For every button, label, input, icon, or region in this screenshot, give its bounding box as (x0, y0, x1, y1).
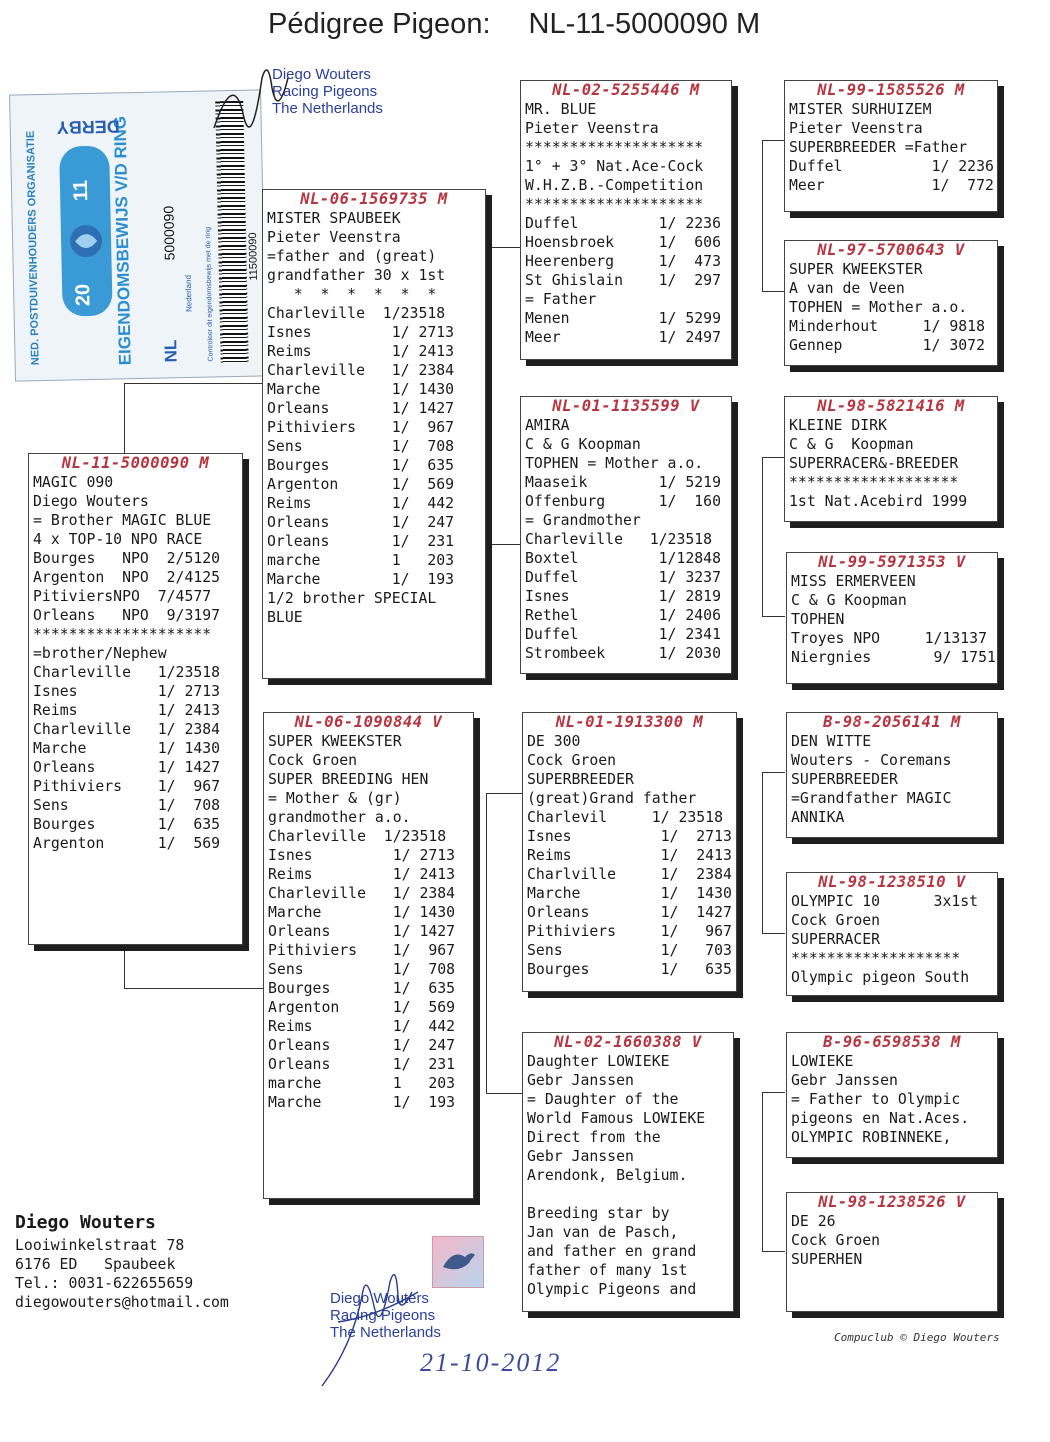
pedigree-line: Menen 1/ 5299 (525, 310, 721, 327)
pedigree-line: DE 26 (791, 1213, 836, 1230)
connector-mm-parents (762, 1092, 785, 1252)
pedigree-line: Jan van de Pasch, (527, 1224, 679, 1241)
pigeon-box-ggp-6 (786, 872, 998, 996)
pigeon-box-maternal-grandfather (522, 712, 737, 992)
ring-number: B-98-2056141 M (823, 713, 961, 731)
pedigree-line: Isnes 1/ 2713 (268, 847, 456, 864)
pedigree-line: OLYMPIC 10 3x1st (791, 893, 979, 910)
pedigree-line: Wouters - Coremans (791, 752, 952, 769)
ring-number: NL-06-1569735 M (300, 190, 448, 208)
pedigree-line: AMIRA (525, 417, 570, 434)
pedigree-line: Olympic pigeon South (791, 969, 970, 986)
pedigree-line: 1° + 3° Nat.Ace-Cock (525, 158, 704, 175)
owner-contact (15, 1210, 229, 1312)
pigeon-box-paternal-grandfather (520, 80, 732, 360)
pedigree-line: Charleville 1/ 2384 (33, 721, 221, 738)
pigeon-box-ggp-1 (784, 80, 998, 212)
owner-name: Diego Wouters (15, 1212, 156, 1233)
pedigree-line: Pithiviers 1/ 967 (33, 778, 221, 795)
pedigree-line: Pithiviers 1/ 967 (268, 942, 456, 959)
pedigree-line: SUPER KWEEKSTER (268, 733, 402, 750)
pedigree-line: C & G Koopman (789, 436, 914, 453)
pedigree-line: grandfather 30 x 1st (267, 267, 446, 284)
pedigree-line: =brother/Nephew (33, 645, 167, 662)
stamp-bottom-line-2: Racing Pigeons (330, 1307, 436, 1324)
pigeon-sticker (432, 1236, 484, 1288)
pedigree-line: Gebr Janssen (527, 1148, 634, 1165)
pedigree-line: LOWIEKE (791, 1053, 854, 1070)
card-org-text: NED. POSTDUIVENHOUDERS ORGANISATIE (24, 130, 42, 366)
ring-number: NL-98-5821416 M (817, 397, 965, 415)
pedigree-line: pigeons en Nat.Aces. (791, 1110, 970, 1127)
pedigree-line: St Ghislain 1/ 297 (525, 272, 721, 289)
pedigree-line: Bourges 1/ 635 (527, 961, 732, 978)
card-check-text: Controleer dit eigendomsbewijs met de ring (204, 226, 215, 362)
title-ring-number: NL-11-5000090 M (528, 8, 761, 40)
ring-number: NL-02-1660388 V (554, 1033, 702, 1051)
pedigree-line: DEN WITTE (791, 733, 872, 750)
pedigree-line: = Grandmother (525, 512, 641, 529)
pigeon-box-ggp-5 (786, 712, 998, 838)
pedigree-line: C & G Koopman (791, 592, 907, 609)
pedigree-line: Orleans 1/ 1427 (268, 923, 456, 940)
pedigree-line: MISS ERMERVEEN (791, 573, 916, 590)
pedigree-line: Bourges 1/ 635 (267, 457, 455, 474)
pigeon-box-ggp-8 (786, 1192, 998, 1312)
pigeon-box-father (262, 189, 486, 679)
pigeon-box-mother (263, 712, 474, 1199)
pedigree-line: Offenburg 1/ 160 (525, 493, 721, 510)
pedigree-line: Marche 1/ 1430 (267, 381, 455, 398)
pedigree-line: Argenton NPO 2/4125 (33, 569, 221, 586)
pedigree-line: Duffel 1/ 2236 (525, 215, 721, 232)
connector-mf-parents (762, 772, 785, 934)
pedigree-line: SUPER BREEDING HEN (268, 771, 429, 788)
pedigree-line: father of many 1st (527, 1262, 688, 1279)
card-year-a: 20 (72, 283, 95, 307)
pedigree-line: Niergnies 9/ 1751 (791, 649, 996, 666)
pedigree-line: = Daughter of the (527, 1091, 679, 1108)
pedigree-line: MR. BLUE (525, 101, 597, 118)
pedigree-line: A van de Veen (789, 280, 905, 297)
connector-mother-mm (486, 893, 522, 1094)
handwritten-date: 21-10-2012 (420, 1348, 562, 1377)
pedigree-line: Isnes 1/ 2713 (33, 683, 221, 700)
ring-number: B-96-6598538 M (823, 1033, 961, 1051)
pedigree-line: Reims 1/ 2413 (33, 702, 221, 719)
pedigree-line: 4 x TOP-10 NPO RACE (33, 531, 203, 548)
pedigree-line: SUPERRACER (791, 931, 881, 948)
pedigree-line: ******************** (525, 196, 704, 213)
connector-ff-parents (762, 140, 785, 292)
pedigree-line: MISTER SPAUBEEK (267, 210, 401, 227)
pedigree-line: (great)Grand father (527, 790, 697, 807)
pedigree-line: Orleans 1/ 231 (267, 533, 455, 550)
pedigree-line: TOPHEN = Mother a.o. (525, 455, 704, 472)
pedigree-line: Bourges 1/ 635 (33, 816, 221, 833)
pedigree-line: Orleans NPO 9/3197 (33, 607, 221, 624)
pedigree-line: Orleans 1/ 247 (267, 514, 455, 531)
card-derby: DERBY (56, 116, 120, 138)
pedigree-line: SUPERRACER&-BREEDER (789, 455, 959, 472)
pedigree-line: Meer 1/ 772 (789, 177, 994, 194)
pedigree-line: Charleville 1/23518 (267, 305, 446, 322)
pedigree-line: Orleans 1/ 247 (268, 1037, 456, 1054)
pedigree-line: MISTER SURHUIZEM (789, 101, 932, 118)
pedigree-line: 1st Nat.Acebird 1999 (789, 493, 968, 510)
ring-number: NL-98-1238526 V (818, 1193, 966, 1211)
pigeon-box-paternal-grandmother (520, 396, 732, 674)
pedigree-line: TOPHEN (791, 611, 845, 628)
card-barcode-text: 11500090 (246, 232, 260, 281)
ring-number: NL-02-5255446 M (552, 81, 700, 99)
pedigree-line: Reims 1/ 442 (268, 1018, 456, 1035)
pedigree-line: Breeding star by (527, 1205, 670, 1222)
pedigree-line: Argenton 1/ 569 (268, 999, 456, 1016)
pedigree-line: Minderhout 1/ 9818 (789, 318, 985, 335)
pedigree-line: Sens 1/ 703 (527, 942, 732, 959)
ring-number: NL-06-1090844 V (294, 713, 443, 731)
pedigree-line: Pieter Veenstra (267, 229, 401, 246)
pedigree-line: Sens 1/ 708 (268, 961, 456, 978)
ring-number: NL-01-1913300 M (555, 713, 704, 731)
pedigree-line: Troyes NPO 1/13137 (791, 630, 987, 647)
pedigree-line: marche 1 203 (267, 552, 455, 569)
stamp-bottom-line-3: The Netherlands (330, 1324, 441, 1341)
pedigree-line: Charlville 1/ 2384 (527, 866, 732, 883)
pedigree-line: Marche 1/ 193 (267, 571, 455, 588)
pedigree-line: Direct from the (527, 1129, 661, 1146)
pedigree-line: grandmother a.o. (268, 809, 411, 826)
pedigree-line: Cock Groen (268, 752, 358, 769)
pedigree-line: PitiviersNPO 7/4577 (33, 588, 212, 605)
connector-subject-mother (124, 948, 265, 989)
pedigree-line: Pithiviers 1/ 967 (267, 419, 455, 436)
pigeon-box-ggp-2 (784, 240, 998, 366)
pedigree-line: Charleville 1/23518 (268, 828, 447, 845)
pedigree-line: Charlevil 1/ 23518 (527, 809, 723, 826)
owner-postcode: 6176 ED Spaubeek (15, 1256, 176, 1273)
pedigree-line: W.H.Z.B.-Competition (525, 177, 704, 194)
pedigree-line: Marche 1/ 193 (268, 1094, 456, 1111)
pedigree-line: and father en grand (527, 1243, 697, 1260)
pedigree-line: Bourges 1/ 635 (268, 980, 456, 997)
pedigree-line: Isnes 1/ 2713 (267, 324, 455, 341)
pedigree-line: Meer 1/ 2497 (525, 329, 721, 346)
pedigree-line: SUPERHEN (791, 1251, 863, 1268)
connector-father-ff (486, 247, 522, 383)
pedigree-line: TOPHEN = Mother a.o. (789, 299, 968, 316)
pedigree-line: Sens 1/ 708 (267, 438, 455, 455)
card-country: NL (161, 339, 181, 363)
pedigree-line: Marche 1/ 1430 (33, 740, 221, 757)
owner-email: diegowouters@hotmail.com (15, 1294, 229, 1311)
pedigree-line: ******************** (33, 626, 212, 643)
ring-number: NL-97-5700643 V (817, 241, 965, 259)
pedigree-line: Hoensbroek 1/ 606 (525, 234, 721, 251)
ring-number: NL-99-1585526 M (817, 81, 965, 99)
pedigree-line: KLEINE DIRK (789, 417, 887, 434)
connector-subject-father (124, 383, 265, 456)
pedigree-line: ******************** (525, 139, 704, 156)
card-year-b: 11 (69, 179, 93, 202)
pedigree-line: Diego Wouters (33, 493, 149, 510)
pedigree-line: Charleville 1/ 2384 (267, 362, 455, 379)
pedigree-line: Marche 1/ 1430 (527, 885, 732, 902)
pedigree-line: OLYMPIC ROBINNEKE, (791, 1129, 952, 1146)
pedigree-line: marche 1 203 (268, 1075, 456, 1092)
pedigree-line: Argenton 1/ 569 (267, 476, 455, 493)
pedigree-line: Orleans 1/ 1427 (33, 759, 221, 776)
pedigree-line: Boxtel 1/12848 (525, 550, 721, 567)
card-ring-band (59, 146, 113, 317)
pedigree-line: Orleans 1/ 1427 (267, 400, 455, 417)
signature-top-icon (208, 58, 298, 148)
pedigree-line: Sens 1/ 708 (33, 797, 221, 814)
pedigree-line: ANNIKA (791, 809, 845, 826)
card-nl-text: Nederland (183, 274, 194, 313)
pedigree-line (523, 1185, 733, 1204)
card-number: 5000090 (160, 205, 178, 261)
pedigree-line: Reims 1/ 2413 (267, 343, 455, 360)
pedigree-line: = Brother MAGIC BLUE (33, 512, 212, 529)
pedigree-line: Heerenberg 1/ 473 (525, 253, 721, 270)
pedigree-line: SUPERBREEDER (527, 771, 634, 788)
pedigree-line: * * * * * * (267, 286, 437, 303)
pedigree-line: Daughter LOWIEKE (527, 1053, 670, 1070)
pedigree-line: =Grandfather MAGIC (791, 790, 952, 807)
pedigree-line: MAGIC 090 (33, 474, 114, 491)
owner-phone: Tel.: 0031-622655659 (15, 1275, 194, 1292)
connector-fm-parents (762, 457, 785, 617)
owner-address: Looiwinkelstraat 78 (15, 1237, 185, 1254)
pedigree-line: = Mother & (gr) (268, 790, 402, 807)
pedigree-line: Gennep 1/ 3072 (789, 337, 985, 354)
pedigree-line: =father and (great) (267, 248, 437, 265)
stamp-top-line-3: The Netherlands (272, 100, 383, 117)
pigeon-box-maternal-grandmother (522, 1032, 734, 1312)
pedigree-line: Maaseik 1/ 5219 (525, 474, 721, 491)
pedigree-line: Duffel 1/ 2341 (525, 626, 721, 643)
ring-number: NL-98-1238510 V (818, 873, 966, 891)
pedigree-line: Strombeek 1/ 2030 (525, 645, 721, 662)
footer-credit: Compuclub © Diego Wouters (834, 1331, 1000, 1344)
pedigree-line: Argenton 1/ 569 (33, 835, 221, 852)
pigeon-box-ggp-7 (786, 1032, 998, 1158)
pedigree-line: Reims 1/ 2413 (268, 866, 456, 883)
pedigree-line: ******************* (791, 950, 961, 967)
pedigree-line: Rethel 1/ 2406 (525, 607, 721, 624)
pigeon-box-ggp-3 (784, 396, 998, 522)
connector-father-fm (486, 382, 522, 545)
ring-number: NL-99-5971353 V (818, 553, 966, 571)
pedigree-line: DE 300 (527, 733, 581, 750)
pedigree-line: World Famous LOWIEKE (527, 1110, 706, 1127)
pedigree-line: Isnes 1/ 2819 (525, 588, 721, 605)
pedigree-line: = Father to Olympic (791, 1091, 961, 1108)
connector-mother-mf (486, 793, 522, 894)
pedigree-line: Orleans 1/ 1427 (527, 904, 732, 921)
ring-number: NL-11-5000090 M (61, 454, 210, 472)
pedigree-line: Orleans 1/ 231 (268, 1056, 456, 1073)
pedigree-line: Pithiviers 1/ 967 (527, 923, 732, 940)
pigeon-icon (433, 1237, 483, 1287)
pedigree-line: Cock Groen (527, 752, 617, 769)
pedigree-line: Duffel 1/ 2236 (789, 158, 994, 175)
pedigree-line: Gebr Janssen (791, 1072, 898, 1089)
pedigree-line: = Father (525, 291, 597, 308)
pedigree-line: Bourges NPO 2/5120 (33, 550, 221, 567)
title-label: Pédigree Pigeon: (268, 8, 491, 40)
stamp-top-line-1: Diego Wouters (272, 66, 371, 83)
page-title (268, 8, 760, 41)
pedigree-line: Olympic Pigeons and (527, 1281, 697, 1298)
pedigree-line: Charleville 1/23518 (525, 531, 713, 548)
pigeon-box-ggp-4 (786, 552, 998, 684)
pedigree-line: Pieter Veenstra (789, 120, 923, 137)
pedigree-line: Pieter Veenstra (525, 120, 659, 137)
card-doc-text: EIGENDOMSBEWIJS V/D RING (110, 115, 135, 366)
pedigree-line: 1/2 brother SPECIAL (267, 590, 437, 607)
pedigree-line: Gebr Janssen (527, 1072, 634, 1089)
pedigree-line: Cock Groen (791, 912, 881, 929)
pedigree-line: Reims 1/ 2413 (527, 847, 732, 864)
pedigree-line: ******************* (789, 474, 959, 491)
pedigree-line: BLUE (267, 609, 303, 626)
pigeon-box-subject (28, 453, 243, 945)
pedigree-line: Duffel 1/ 3237 (525, 569, 721, 586)
stamp-bottom-line-1: Diego Wouters (330, 1290, 429, 1307)
pedigree-line: Charleville 1/ 2384 (268, 885, 456, 902)
pedigree-line: Arendonk, Belgium. (527, 1167, 688, 1184)
pedigree-line: Marche 1/ 1430 (268, 904, 456, 921)
pedigree-line: SUPER KWEEKSTER (789, 261, 923, 278)
pedigree-line: SUPERBREEDER (791, 771, 898, 788)
stamp-bottom (330, 1290, 441, 1341)
ring-number: NL-01-1135599 V (552, 397, 700, 415)
pedigree-line: C & G Koopman (525, 436, 641, 453)
stamp-top-line-2: Racing Pigeons (272, 83, 378, 100)
pedigree-line: Charleville 1/23518 (33, 664, 221, 681)
pedigree-line: Isnes 1/ 2713 (527, 828, 732, 845)
pedigree-line: Cock Groen (791, 1232, 881, 1249)
pedigree-line: Reims 1/ 442 (267, 495, 455, 512)
pedigree-line: SUPERBREEDER =Father (789, 139, 968, 156)
